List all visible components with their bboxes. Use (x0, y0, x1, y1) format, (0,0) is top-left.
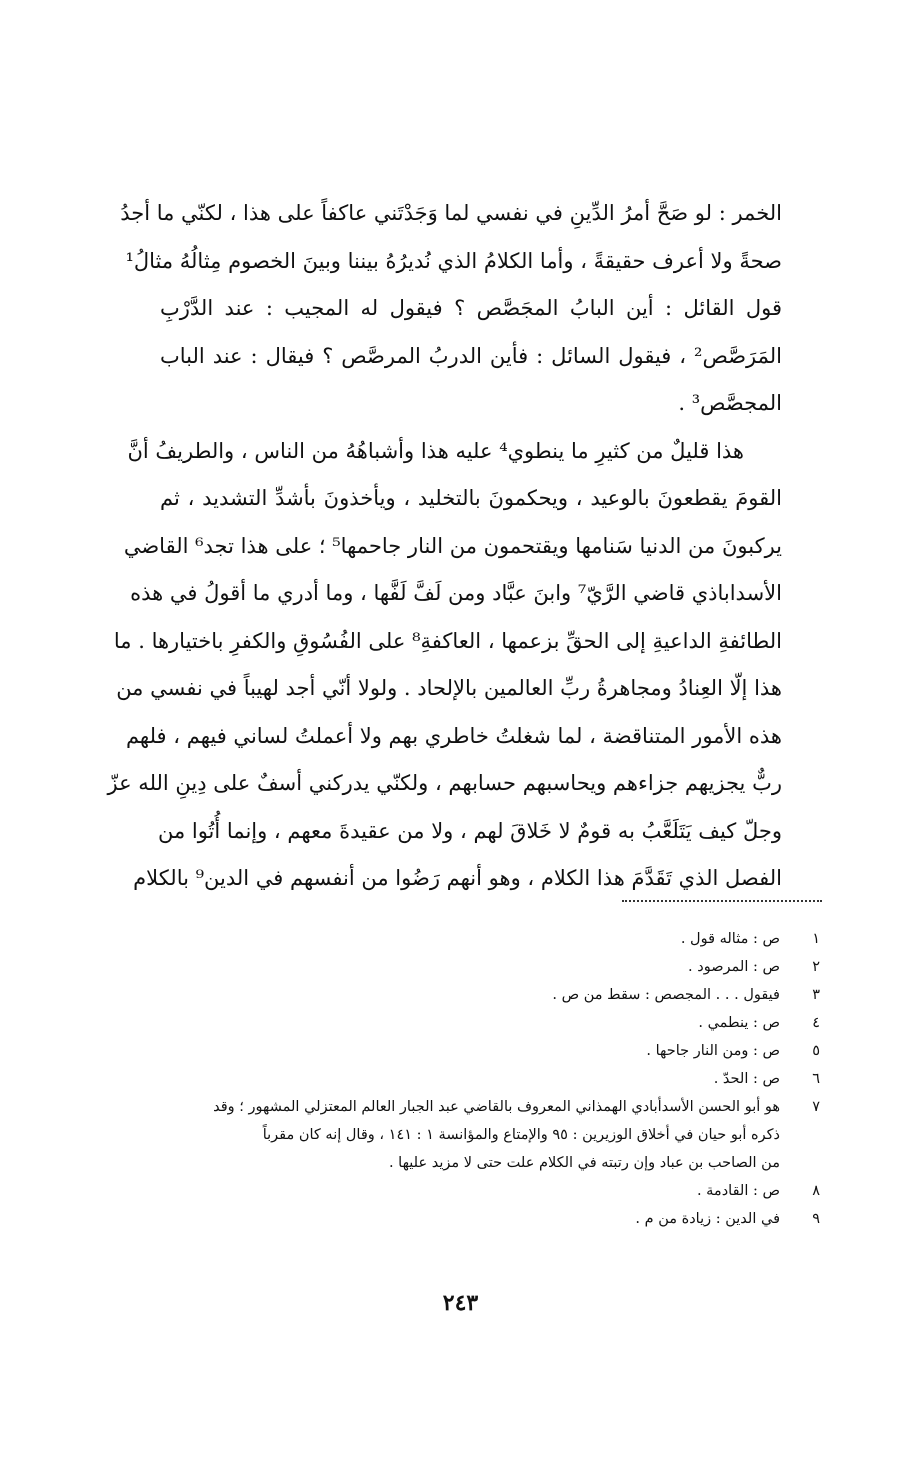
text-line: هذا إلّا العِنادُ ومجاهرةُ ربِّ العالمين بالإلحاد . ولولا أنّي أجد لهيباً في نفسي من (116, 676, 782, 700)
footnote-number: ٣ (812, 987, 820, 1003)
footnote (150, 1065, 822, 1093)
footnote (150, 1093, 822, 1121)
footnote-text: ص : ينطمي . (698, 1015, 780, 1031)
footnote-continuation: من الصاحب بن عباد وإن رتبته في الكلام علت حتى لا مزيد عليها . (388, 1155, 780, 1171)
footnote (150, 925, 822, 953)
text-line: القومَ يقطعونَ بالوعيد ، ويحكمونَ بالتخليد ، ويأخذونَ بأشدِّ التشديد ، ثم (160, 486, 782, 510)
text-line: المَرَصَّص² ، فيقول السائل : فأين الدربُ المرصَّص ؟ فيقال : عند الباب (160, 343, 782, 368)
text-line: الأسداباذي قاضي الرَّيّ⁷ وابنَ عبَّاد ومن لَفَّ لَفَّها ، وما أدري ما أقولُ في هذه (130, 581, 782, 605)
footnote-text: هو أبو الحسن الأسدأبادي الهمذاني المعروف بالقاضي عبد الجبار العالم المعتزلي المشهور ؛ وقد (213, 1099, 780, 1115)
footnote-text: فيقول . . . المجصص : سقط من ص . (552, 987, 780, 1003)
text-line: يركبونَ من الدنيا سَنامها ويقتحمون من النار جاحمها⁵ ؛ على هذا تجد⁶ القاضي (123, 533, 782, 558)
text-line: قول القائل : أين البابُ المجَصَّص ؟ فيقول له المجيب : عند الدَّرْبِ (160, 296, 782, 320)
footnote-number: ٤ (812, 1015, 820, 1031)
footnote-separator (622, 900, 822, 902)
footnote (150, 1037, 822, 1065)
text-line: المجصَّص³ . (678, 391, 782, 415)
footnote (150, 953, 822, 981)
footnote-number: ٦ (812, 1071, 820, 1087)
text-line: هذه الأمور المتناقضة ، لما شغلتُ خاطري بهم ولا أعملتُ لساني فيهم ، فلهم (125, 723, 782, 748)
footnote-text: ص : ومن النار جاحها . (646, 1043, 780, 1059)
text-line: ربٌّ يجزيهم جزاءهم ويحاسبهم حسابهم ، ولكنّي يدركني أسفٌ على دِينِ الله عزّ (107, 771, 782, 795)
footnote-number: ٩ (812, 1211, 820, 1227)
text-line: الطائفةِ الداعيةِ إلى الحقِّ بزعمها ، العاكفةِ⁸ على الفُسُوقِ والكفرِ باختيارها . ما (113, 628, 782, 653)
text-line: صحةً ولا أعرف حقيقةً ، وأما الكلامُ الذي نُديرُهُ بيننا وبينَ الخصوم مِثالُهُ مثالُ¹ (125, 248, 782, 273)
footnote-text: ص : المرصود . (688, 959, 780, 975)
footnote-text: ص : الحدّ . (713, 1071, 780, 1087)
footnote-text: ص : مثاله قول . (680, 931, 780, 947)
footnote-number: ٨ (812, 1183, 820, 1199)
page-number: ٢٤٣ (442, 1290, 479, 1316)
footnote (150, 1205, 822, 1233)
footnote (150, 981, 822, 1009)
footnotes (150, 925, 822, 1233)
footnote-number: ٥ (812, 1043, 820, 1059)
text-line: الخمر : لو صَحَّ أمرُ الدِّينِ في نفسي لما وَجَدْتَني عاكفاً على هذا ، لكنّي ما أجدُ (120, 201, 782, 225)
footnote-number: ٢ (812, 959, 820, 975)
footnote-number: ١ (812, 931, 820, 947)
footnote-continuation: ذكره أبو حيان في أخلاق الوزيرين : ٩٥ والإمتاع والمؤانسة ١ : ١٤١ ، وقال إنه كان مقرباً (262, 1127, 780, 1143)
footnote (150, 1009, 822, 1037)
text-line: الفصل الذي تَقَدَّمَ هذا الكلام ، وهو أنهم رَضُوا من أنفسهم في الدين⁹ بالكلام (133, 866, 782, 890)
text-line: هذا قليلٌ من كثيرِ ما ينطوي⁴ عليه هذا وأشباهُهُ من الناس ، والطريفُ أنَّ (127, 438, 744, 463)
main-text (107, 190, 782, 903)
footnote-number: ٧ (812, 1099, 820, 1115)
text-line: وجلّ كيف يَتَلَعَّبُ به قومٌ لا خَلاقَ لهم ، ولا من عقيدةَ معهم ، وإنما أُتُوا من (157, 818, 782, 843)
footnote-text: في الدين : زيادة من م . (635, 1211, 780, 1227)
footnote-text: ص : القادمة . (696, 1183, 780, 1199)
footnote (150, 1177, 822, 1205)
